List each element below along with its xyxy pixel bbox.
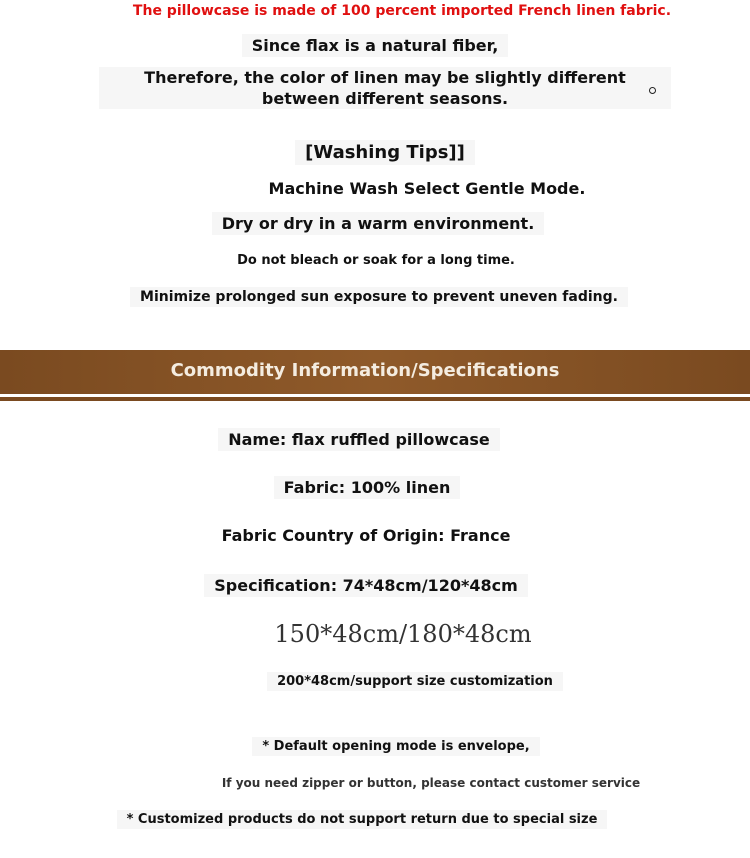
specifications-banner-title: Commodity Information/Specifications bbox=[170, 360, 560, 381]
bleach-text: Do not bleach or soak for a long time. bbox=[237, 253, 515, 268]
washing-tips-title-text: [Washing Tips]] bbox=[295, 140, 475, 165]
banner-divider bbox=[0, 397, 750, 401]
custom-note-line bbox=[0, 813, 737, 828]
top-notice-text: The pillowcase is made of 100 percent imported French linen fabric. bbox=[132, 3, 672, 19]
spec-origin-line bbox=[0, 527, 741, 545]
spec-size-text-3: 200*48cm/support size customization bbox=[267, 672, 563, 691]
custom-note-text: * Customized products do not support return due to special size bbox=[117, 810, 608, 829]
spec-size-line-2 bbox=[28, 621, 750, 649]
top-notice bbox=[27, 3, 750, 19]
spec-name-text: Name: flax ruffled pillowcase bbox=[218, 428, 500, 451]
zipper-note-line bbox=[56, 777, 750, 791]
sun-exposure-text: Minimize prolonged sun exposure to prevent uneven fading. bbox=[130, 287, 628, 307]
spec-origin-text: Fabric Country of Origin: France bbox=[221, 526, 511, 545]
spec-size-text-2: 150*48cm/180*48cm bbox=[274, 620, 532, 648]
envelope-note-text: * Default opening mode is envelope, bbox=[252, 737, 539, 756]
spec-fabric-line bbox=[0, 479, 742, 497]
washing-mode-line bbox=[52, 180, 750, 198]
washing-tips-title bbox=[10, 143, 750, 164]
washing-mode-text: Machine Wash Select Gentle Mode. bbox=[268, 179, 586, 198]
sun-exposure-line bbox=[4, 289, 750, 305]
drying-line bbox=[3, 215, 750, 233]
envelope-note-line bbox=[21, 740, 750, 755]
zipper-note-text: If you need zipper or button, please contact customer service bbox=[221, 776, 641, 790]
flax-line bbox=[0, 37, 750, 55]
bleach-line bbox=[1, 254, 750, 269]
color-line bbox=[10, 67, 750, 109]
spec-size-line-3 bbox=[40, 675, 750, 690]
spec-name-line bbox=[0, 431, 734, 449]
spec-size-line bbox=[0, 577, 741, 595]
flax-text: Since flax is a natural fiber, bbox=[242, 34, 509, 57]
circle-mark bbox=[649, 87, 656, 94]
spec-size-text: Specification: 74*48cm/120*48cm bbox=[204, 574, 528, 597]
color-text: Therefore, the color of linen may be slightly different between different seasons. bbox=[99, 67, 671, 109]
drying-text: Dry or dry in a warm environment. bbox=[212, 212, 545, 235]
specifications-banner bbox=[0, 350, 750, 394]
spec-fabric-text: Fabric: 100% linen bbox=[274, 476, 461, 499]
